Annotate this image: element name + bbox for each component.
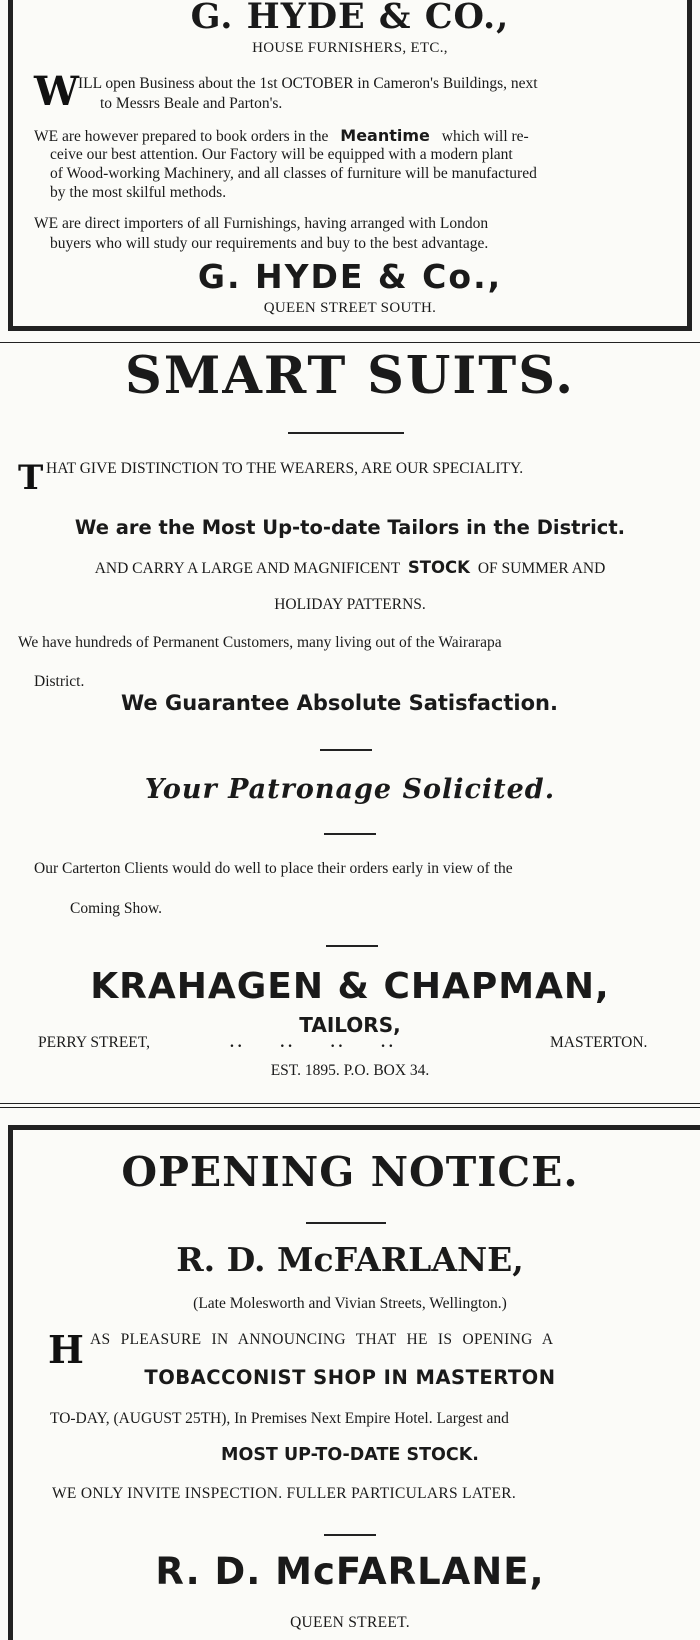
hyde-title: G. HYDE & CO., [190,0,510,37]
hyde-subtitle: HOUSE FURNISHERS, ETC., [252,40,448,56]
hyde-signature: G. HYDE & Co., [197,257,503,296]
suits-line1: HAT GIVE DISTINCTION TO THE WEARERS, ARE OUR SPECIALITY. [46,460,524,477]
hyde-p2-line1-post: which will re- [441,128,529,145]
suits-dots: . . . . . . . . [230,1034,393,1051]
suits-est: EST. 1895. P.O. BOX 34. [270,1062,430,1079]
hyde-p2-line3: of Wood-working Machinery, and all classes of furniture will be manufactured [50,165,537,182]
mcfarlane-line3: TO-DAY, (AUGUST 25TH), In Premises Next Empire Hotel. Largest and [50,1410,509,1427]
suits-carterton-line2: Coming Show. [70,900,163,917]
suits-line3 [0,558,700,578]
suits-carterton-line1: Our Carterton Clients would do well to place their orders early in view of the [34,860,513,877]
suits-town: MASTERTON. [550,1034,648,1051]
mcfarlane-title: OPENING NOTICE. [121,1148,579,1196]
mcfarlane-line5: WE ONLY INVITE INSPECTION. FULLER PARTICULARS LATER. [52,1485,517,1502]
hyde-p2-line4: by the most skilful methods. [50,184,227,201]
suits-dropcap: T [18,458,44,498]
mcfarlane-line4: MOST UP-TO-DATE STOCK. [221,1445,479,1465]
mcfarlane-name: R. D. McFARLANE, [176,1240,524,1279]
mcfarlane-line1: AS PLEASURE IN ANNOUNCING THAT HE IS OPENING A [90,1331,554,1348]
suits-line3-post: OF SUMMER AND [477,560,606,577]
suits-line3-bold: STOCK [407,558,470,577]
hyde-p2-line1-pre: WE are however prepared to book orders in the [34,128,329,145]
hyde-dropcap: W [34,68,79,115]
hyde-separator [0,342,700,343]
mcfarlane-dropcap: H [48,1327,84,1372]
suits-line4: HOLIDAY PATTERNS. [274,596,426,613]
hyde-p1-line2: to Messrs Beale and Parton's. [100,95,283,112]
mcfarlane-line2: TOBACCONIST SHOP IN MASTERTON [144,1366,556,1389]
mcfarlane-top-border [8,1125,700,1130]
suits-divider-2 [320,749,372,751]
suits-line5: We have hundreds of Permanent Customers, many living out of the Wairarapa [18,634,502,651]
mcfarlane-signature: R. D. McFARLANE, [155,1550,545,1593]
mcfarlane-divider-2 [324,1534,376,1536]
suits-bottom-rule-1 [0,1103,700,1104]
suits-bottom-rule-2 [0,1107,700,1108]
hyde-p2-line2: ceive our best attention. Our Factory will be equipped with a modern plant [50,146,513,163]
mcfarlane-street: QUEEN STREET. [290,1614,410,1631]
suits-divider-1 [288,432,404,434]
suits-street: PERRY STREET, [38,1034,150,1051]
suits-firm: KRAHAGEN & CHAPMAN, [90,966,610,1007]
mcfarlane-divider-1 [306,1222,386,1224]
hyde-bottom-border [8,326,692,331]
hyde-p2-line1 [34,126,529,146]
hyde-p3-line1: WE are direct importers of all Furnishings, having arranged with London [34,215,489,232]
suits-line2: We are the Most Up-to-date Tailors in the District. [74,516,626,539]
suits-line3-pre: AND CARRY A LARGE AND MAGNIFICENT [94,560,400,577]
suits-title: SMART SUITS. [125,346,575,406]
hyde-p2-bold: Meantime [340,126,430,145]
suits-trade: TAILORS, [299,1013,401,1037]
hyde-address: QUEEN STREET SOUTH. [263,300,437,316]
suits-guarantee: We Guarantee Absolute Satisfaction. [121,691,558,715]
suits-divider-4 [326,945,378,947]
hyde-p3-line2: buyers who will study our requirements and buy to the best advantage. [50,235,489,252]
hyde-p1-line1: ILL open Business about the 1st OCTOBER in Cameron's Buildings, next [78,75,538,92]
suits-line6: District. [34,673,85,690]
suits-divider-3 [324,833,376,835]
mcfarlane-late: (Late Molesworth and Vivian Streets, Wellington.) [193,1295,507,1312]
suits-patronage: Your Patronage Solicited. [144,774,556,805]
